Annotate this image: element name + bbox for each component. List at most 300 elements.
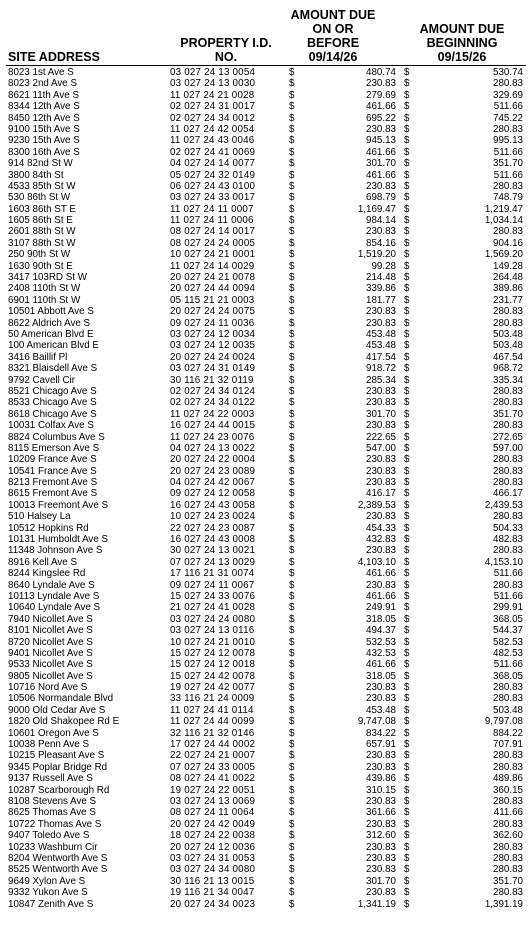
site-address-cell: 100 American Blvd E xyxy=(8,340,99,352)
amount-due-before-cell: 432.83 xyxy=(366,534,396,546)
property-id-header-line: PROPERTY I.D. xyxy=(180,36,272,50)
table-row xyxy=(6,477,526,488)
dollar-sign: $ xyxy=(289,636,295,648)
dollar-sign: $ xyxy=(289,385,295,397)
property-id-cell: 04 027 24 13 0022 xyxy=(170,442,256,454)
amount-due-beginning-header xyxy=(398,22,526,64)
dollar-sign: $ xyxy=(404,78,410,90)
site-address-cell: 10716 Nord Ave S xyxy=(8,682,88,694)
dollar-sign: $ xyxy=(289,454,295,466)
dollar-sign: $ xyxy=(289,180,295,192)
property-id-cell: 08 027 24 41 0022 xyxy=(170,773,256,785)
dollar-sign: $ xyxy=(289,534,295,546)
dollar-sign: $ xyxy=(404,887,410,899)
dollar-sign: $ xyxy=(289,67,295,78)
property-id-cell: 21 027 24 41 0028 xyxy=(170,602,256,614)
amount-due-before-cell: 99.28 xyxy=(371,260,396,272)
dollar-sign: $ xyxy=(404,272,410,284)
amount-due-beginning-cell: 280.83 xyxy=(493,682,523,694)
property-id-cell: 16 027 24 43 0058 xyxy=(170,499,256,511)
site-address-cell: 8023 1st Ave S xyxy=(8,67,74,78)
dollar-sign: $ xyxy=(404,442,410,454)
table-row xyxy=(6,386,526,397)
property-id-cell: 09 027 24 12 0058 xyxy=(170,488,256,500)
amount-due-before-cell: 181.77 xyxy=(366,294,396,306)
dollar-sign: $ xyxy=(404,158,410,170)
amount-due-before-cell: 9,747.08 xyxy=(357,716,396,728)
dollar-sign: $ xyxy=(289,340,295,352)
property-id-cell: 15 027 24 12 0078 xyxy=(170,647,256,659)
amount-due-before-cell: 439.86 xyxy=(366,773,396,785)
amount-due-before-cell: 230.83 xyxy=(366,420,396,432)
dollar-sign: $ xyxy=(404,477,410,489)
site-address-cell: 9649 Xylon Ave S xyxy=(8,875,86,887)
site-address-cell: 10031 Colfax Ave S xyxy=(8,420,94,432)
property-id-cell: 18 027 24 22 0038 xyxy=(170,830,256,842)
dollar-sign: $ xyxy=(289,784,295,796)
site-address-cell: 10287 Scarborough Rd xyxy=(8,784,110,796)
amount-due-beginning-cell: 351.70 xyxy=(493,408,523,420)
amount-due-before-cell: 230.83 xyxy=(366,818,396,830)
amount-due-beginning-cell: 9,797.08 xyxy=(484,716,523,728)
amount-due-beginning-cell: 280.83 xyxy=(493,864,523,876)
site-address-cell: 8321 Blaisdell Ave S xyxy=(8,363,98,375)
site-address-cell: 8615 Fremont Ave S xyxy=(8,488,98,500)
dollar-sign: $ xyxy=(289,613,295,625)
amount-due-before-cell: 4,103.10 xyxy=(357,556,396,568)
amount-due-before-cell: 461.66 xyxy=(366,146,396,158)
dollar-sign: $ xyxy=(404,864,410,876)
site-address-cell: 9533 Nicollet Ave S xyxy=(8,659,93,671)
amount-due-before-header-line: 09/14/26 xyxy=(308,50,358,64)
table-row xyxy=(6,545,526,556)
dollar-sign: $ xyxy=(289,363,295,375)
dollar-sign: $ xyxy=(404,408,410,420)
property-id-cell: 08 027 24 11 0064 xyxy=(170,807,255,819)
dollar-sign: $ xyxy=(404,454,410,466)
dollar-sign: $ xyxy=(404,579,410,591)
table-row xyxy=(6,842,526,853)
amount-due-before-cell: 301.70 xyxy=(366,408,396,420)
property-id-cell: 33 116 21 24 0009 xyxy=(170,693,255,705)
site-address-cell: 9137 Russell Ave S xyxy=(8,773,93,785)
amount-due-before-cell: 361.66 xyxy=(366,807,396,819)
amount-due-beginning-cell: 280.83 xyxy=(493,317,523,329)
amount-due-before-cell: 461.66 xyxy=(366,590,396,602)
dollar-sign: $ xyxy=(404,192,410,204)
dollar-sign: $ xyxy=(289,875,295,887)
site-address-cell: 9230 15th Ave S xyxy=(8,135,80,147)
table-row xyxy=(6,785,526,796)
site-address-cell: 10541 France Ave S xyxy=(8,465,97,477)
amount-due-beginning-cell: 362.60 xyxy=(493,830,523,842)
table-row xyxy=(6,124,526,135)
dollar-sign: $ xyxy=(289,328,295,340)
dollar-sign: $ xyxy=(404,625,410,637)
site-address-cell: 8533 Chicago Ave S xyxy=(8,397,97,409)
site-address-cell: 3107 88th St W xyxy=(8,237,76,249)
amount-due-beginning-cell: 329.69 xyxy=(493,89,523,101)
property-id-cell: 08 027 24 14 0017 xyxy=(170,226,256,238)
dollar-sign: $ xyxy=(289,89,295,101)
dollar-sign: $ xyxy=(289,192,295,204)
amount-due-before-cell: 230.83 xyxy=(366,180,396,192)
table-row xyxy=(6,807,526,818)
dollar-sign: $ xyxy=(404,704,410,716)
amount-due-beginning-cell: 511.66 xyxy=(493,568,523,580)
table-row xyxy=(6,215,526,226)
amount-due-before-cell: 547.00 xyxy=(366,442,396,454)
property-id-cell: 20 027 24 42 0049 xyxy=(170,818,256,830)
site-address-cell: 8450 12th Ave S xyxy=(8,112,80,124)
property-id-cell: 11 027 24 23 0076 xyxy=(170,431,255,443)
amount-due-before-cell: 230.83 xyxy=(366,477,396,489)
amount-due-before-cell: 695.22 xyxy=(366,112,396,124)
dollar-sign: $ xyxy=(404,488,410,500)
header-divider xyxy=(6,65,526,66)
amount-due-before-cell: 230.83 xyxy=(366,317,396,329)
dollar-sign: $ xyxy=(404,636,410,648)
amount-due-beginning-cell: 280.83 xyxy=(493,818,523,830)
dollar-sign: $ xyxy=(404,465,410,477)
amount-due-beginning-cell: 368.05 xyxy=(493,670,523,682)
amount-due-beginning-cell: 280.83 xyxy=(493,887,523,899)
table-row xyxy=(6,716,526,727)
dollar-sign: $ xyxy=(404,841,410,853)
amount-due-before-cell: 461.66 xyxy=(366,169,396,181)
dollar-sign: $ xyxy=(404,647,410,659)
site-address-cell: 8622 Aldrich Ave S xyxy=(8,317,91,329)
table-row xyxy=(6,534,526,545)
table-row xyxy=(6,306,526,317)
dollar-sign: $ xyxy=(289,727,295,739)
table-row xyxy=(6,204,526,215)
table-row xyxy=(6,705,526,716)
dollar-sign: $ xyxy=(289,158,295,170)
property-id-cell: 04 027 24 42 0067 xyxy=(170,477,256,489)
amount-due-before-cell: 230.83 xyxy=(366,841,396,853)
amount-due-beginning-cell: 511.66 xyxy=(493,590,523,602)
property-id-cell: 11 027 24 41 0114 xyxy=(170,704,254,716)
property-id-cell: 03 027 24 13 0116 xyxy=(170,625,255,637)
site-address-cell: 10722 Thomas Ave S xyxy=(8,818,102,830)
amount-due-beginning-header-line: BEGINNING xyxy=(426,36,498,50)
amount-due-before-cell: 230.83 xyxy=(366,465,396,477)
site-address-cell: 8101 Nicollet Ave S xyxy=(8,625,93,637)
site-address-cell: 3417 103RD St W xyxy=(8,272,87,284)
dollar-sign: $ xyxy=(404,761,410,773)
site-address-cell: 10209 France Ave S xyxy=(8,454,97,466)
table-row xyxy=(6,830,526,841)
table-row xyxy=(6,147,526,158)
amount-due-beginning-cell: 748.79 xyxy=(493,192,523,204)
dollar-sign: $ xyxy=(404,727,410,739)
site-address-cell: 8115 Emerson Ave S xyxy=(8,442,100,454)
site-address-cell: 9792 Cavell Cir xyxy=(8,374,75,386)
dollar-sign: $ xyxy=(289,146,295,158)
property-id-cell: 11 027 24 44 0099 xyxy=(170,716,255,728)
amount-due-before-cell: 461.66 xyxy=(366,101,396,113)
amount-due-before-cell: 1,341.19 xyxy=(357,898,396,910)
amount-due-before-cell: 301.70 xyxy=(366,158,396,170)
amount-due-beginning-cell: 745.22 xyxy=(493,112,523,124)
amount-due-before-cell: 416.17 xyxy=(366,488,396,500)
site-address-cell: 8521 Chicago Ave S xyxy=(8,385,97,397)
dollar-sign: $ xyxy=(404,317,410,329)
table-row xyxy=(6,158,526,169)
property-id-cell: 03 027 24 13 0069 xyxy=(170,796,256,807)
dollar-sign: $ xyxy=(289,283,295,295)
dollar-sign: $ xyxy=(289,420,295,432)
amount-due-before-cell: 230.83 xyxy=(366,78,396,90)
dollar-sign: $ xyxy=(404,101,410,113)
table-row xyxy=(6,693,526,704)
dollar-sign: $ xyxy=(404,499,410,511)
property-id-cell: 09 027 24 11 0067 xyxy=(170,579,255,591)
property-id-cell: 30 116 21 32 0119 xyxy=(170,374,254,386)
table-row xyxy=(6,876,526,887)
dollar-sign: $ xyxy=(289,522,295,534)
amount-due-before-cell: 454.33 xyxy=(366,522,396,534)
site-address-cell: 1603 86th ST E xyxy=(8,203,76,215)
dollar-sign: $ xyxy=(289,203,295,215)
table-row xyxy=(6,728,526,739)
amount-due-beginning-cell: 467.54 xyxy=(493,351,523,363)
property-id-cell: 20 027 24 24 0075 xyxy=(170,306,256,318)
amount-due-beginning-cell: 511.66 xyxy=(493,659,523,671)
amount-due-before-cell: 480.74 xyxy=(366,67,396,78)
amount-due-before-cell: 230.83 xyxy=(366,454,396,466)
site-address-cell: 9100 15th Ave S xyxy=(8,123,80,135)
amount-due-beginning-cell: 707.91 xyxy=(493,739,523,751)
property-id-cell: 11 027 24 21 0028 xyxy=(170,89,255,101)
property-id-cell: 30 027 24 13 0021 xyxy=(170,545,256,557)
property-id-header-line: NO. xyxy=(214,50,238,64)
dollar-sign: $ xyxy=(404,294,410,306)
site-address-cell: 1630 90th St E xyxy=(8,260,73,272)
property-id-cell: 20 027 24 22 0004 xyxy=(170,454,256,466)
property-id-cell: 03 027 24 24 0080 xyxy=(170,613,256,625)
amount-due-before-cell: 230.83 xyxy=(366,545,396,557)
table-row xyxy=(6,899,526,910)
dollar-sign: $ xyxy=(404,146,410,158)
dollar-sign: $ xyxy=(289,807,295,819)
table-row xyxy=(6,523,526,534)
property-id-cell: 10 027 24 21 0010 xyxy=(170,636,256,648)
property-id-cell: 16 027 24 44 0015 xyxy=(170,420,256,432)
property-id-cell: 04 027 24 14 0077 xyxy=(170,158,256,170)
property-id-cell: 03 027 24 34 0080 xyxy=(170,864,256,876)
amount-due-before-cell: 461.66 xyxy=(366,659,396,671)
table-row xyxy=(6,591,526,602)
dollar-sign: $ xyxy=(404,397,410,409)
property-id-cell: 02 027 24 31 0017 xyxy=(170,101,256,113)
amount-due-beginning-cell: 280.83 xyxy=(493,420,523,432)
property-id-cell: 08 027 24 24 0005 xyxy=(170,237,256,249)
amount-due-before-cell: 230.83 xyxy=(366,761,396,773)
dollar-sign: $ xyxy=(289,499,295,511)
dollar-sign: $ xyxy=(404,385,410,397)
dollar-sign: $ xyxy=(404,431,410,443)
property-id-cell: 19 027 24 42 0077 xyxy=(170,682,256,694)
amount-due-beginning-cell: 280.83 xyxy=(493,761,523,773)
amount-due-before-cell: 230.83 xyxy=(366,864,396,876)
site-address-cell: 8344 12th Ave S xyxy=(8,101,80,113)
property-id-cell: 30 116 21 13 0015 xyxy=(170,875,255,887)
site-address-cell: 8824 Columbus Ave S xyxy=(8,431,105,443)
amount-due-before-cell: 432.53 xyxy=(366,647,396,659)
site-address-cell: 3800 84th St xyxy=(8,169,64,181)
amount-due-beginning-cell: 231.77 xyxy=(493,294,523,306)
amount-due-beginning-cell: 1,034.14 xyxy=(484,215,523,227)
table-row xyxy=(6,249,526,260)
amount-due-before-cell: 230.83 xyxy=(366,796,396,807)
amount-due-beginning-cell: 280.83 xyxy=(493,511,523,523)
amount-due-before-header-line: ON OR xyxy=(312,22,354,36)
dollar-sign: $ xyxy=(289,864,295,876)
site-address-cell: 2601 88th St W xyxy=(8,226,76,238)
table-row xyxy=(6,682,526,693)
site-address-cell: 10113 Lyndale Ave S xyxy=(8,590,100,602)
amount-due-before-cell: 918.72 xyxy=(366,363,396,375)
amount-due-beginning-cell: 280.83 xyxy=(493,180,523,192)
site-address-cell: 10506 Normandale Blvd xyxy=(8,693,114,705)
dollar-sign: $ xyxy=(404,203,410,215)
dollar-sign: $ xyxy=(289,625,295,637)
property-id-cell: 10 027 24 23 0024 xyxy=(170,511,256,523)
dollar-sign: $ xyxy=(289,123,295,135)
property-id-cell: 15 027 24 42 0078 xyxy=(170,670,256,682)
property-id-cell: 15 027 24 33 0076 xyxy=(170,590,256,602)
dollar-sign: $ xyxy=(404,568,410,580)
property-id-cell: 19 116 21 34 0047 xyxy=(170,887,255,899)
dollar-sign: $ xyxy=(289,568,295,580)
property-id-cell: 10 027 24 21 0001 xyxy=(170,249,256,261)
site-address-cell: 8621 11th Ave S xyxy=(8,89,79,101)
dollar-sign: $ xyxy=(289,306,295,318)
site-address-cell: 9332 Yukon Ave S xyxy=(8,887,88,899)
site-address-cell: 510 Halsey La xyxy=(8,511,71,523)
property-id-cell: 11 027 24 43 0046 xyxy=(170,135,255,147)
site-address-cell: 10640 Lyndale Ave S xyxy=(8,602,101,614)
dollar-sign: $ xyxy=(289,750,295,762)
property-id-cell: 02 027 24 41 0069 xyxy=(170,146,256,158)
table-row xyxy=(6,557,526,568)
site-address-cell: 1820 Old Shakopee Rd E xyxy=(8,716,120,728)
property-id-cell: 07 027 24 33 0005 xyxy=(170,761,256,773)
table-row xyxy=(6,580,526,591)
table-row xyxy=(6,90,526,101)
amount-due-before-cell: 945.13 xyxy=(366,135,396,147)
dollar-sign: $ xyxy=(404,511,410,523)
dollar-sign: $ xyxy=(289,408,295,420)
amount-due-before-cell: 2,389.53 xyxy=(357,499,396,511)
table-row xyxy=(6,671,526,682)
dollar-sign: $ xyxy=(289,272,295,284)
property-id-cell: 09 027 24 11 0036 xyxy=(170,317,255,329)
dollar-sign: $ xyxy=(404,237,410,249)
table-row xyxy=(6,181,526,192)
site-address-cell: 10501 Abbott Ave S xyxy=(8,306,94,318)
property-id-cell: 03 027 24 13 0054 xyxy=(170,67,256,78)
amount-due-beginning-cell: 482.53 xyxy=(493,647,523,659)
amount-due-before-cell: 532.53 xyxy=(366,636,396,648)
property-id-cell: 20 027 24 24 0024 xyxy=(170,351,256,363)
dollar-sign: $ xyxy=(289,488,295,500)
amount-due-beginning-cell: 544.37 xyxy=(493,625,523,637)
property-id-cell: 20 027 24 34 0023 xyxy=(170,898,256,910)
site-address-header xyxy=(8,50,100,64)
property-id-cell: 02 027 24 34 0122 xyxy=(170,397,256,409)
dollar-sign: $ xyxy=(289,226,295,238)
amount-due-beginning-cell: 1,569.20 xyxy=(484,249,523,261)
dollar-sign: $ xyxy=(404,89,410,101)
table-row xyxy=(6,363,526,374)
amount-due-before-header-line: AMOUNT DUE xyxy=(290,8,376,22)
property-id-cell: 11 027 24 14 0029 xyxy=(170,260,255,272)
dollar-sign: $ xyxy=(289,477,295,489)
amount-due-beginning-cell: 280.83 xyxy=(493,465,523,477)
property-id-cell: 11 027 24 42 0054 xyxy=(170,123,255,135)
dollar-sign: $ xyxy=(289,647,295,659)
table-row xyxy=(6,488,526,499)
dollar-sign: $ xyxy=(404,773,410,785)
dollar-sign: $ xyxy=(289,397,295,409)
amount-due-before-cell: 318.05 xyxy=(366,670,396,682)
site-address-cell: 3416 Baillif Pl xyxy=(8,351,68,363)
dollar-sign: $ xyxy=(289,590,295,602)
amount-due-beginning-cell: 280.83 xyxy=(493,693,523,705)
amount-due-beginning-cell: 389.86 xyxy=(493,283,523,295)
table-row xyxy=(6,170,526,181)
dollar-sign: $ xyxy=(404,556,410,568)
amount-due-before-cell: 417.54 xyxy=(366,351,396,363)
table-row xyxy=(6,135,526,146)
amount-due-beginning-cell: 597.00 xyxy=(493,442,523,454)
site-address-cell: 530 86th St W xyxy=(8,192,71,204)
property-id-cell: 17 116 21 31 0074 xyxy=(170,568,255,580)
site-address-cell: 8618 Chicago Ave S xyxy=(8,408,97,420)
table-row xyxy=(6,466,526,477)
table-row xyxy=(6,762,526,773)
site-address-cell: 9345 Poplar Bridge Rd xyxy=(8,761,108,773)
site-address-cell: 8916 Kell Ave S xyxy=(8,556,77,568)
amount-due-before-cell: 230.83 xyxy=(366,750,396,762)
amount-due-beginning-cell: 504.33 xyxy=(493,522,523,534)
table-row xyxy=(6,318,526,329)
amount-due-beginning-cell: 280.83 xyxy=(493,750,523,762)
dollar-sign: $ xyxy=(289,442,295,454)
table-row xyxy=(6,67,526,78)
amount-due-before-header-line: BEFORE xyxy=(306,36,360,50)
dollar-sign: $ xyxy=(289,374,295,386)
dollar-sign: $ xyxy=(404,283,410,295)
dollar-sign: $ xyxy=(289,169,295,181)
table-row xyxy=(6,773,526,784)
table-row xyxy=(6,329,526,340)
amount-due-before-cell: 657.91 xyxy=(366,739,396,751)
site-address-cell: 8108 Stevens Ave S xyxy=(8,796,97,807)
table-row xyxy=(6,750,526,761)
amount-due-beginning-cell: 482.83 xyxy=(493,534,523,546)
dollar-sign: $ xyxy=(289,465,295,477)
site-address-cell: 9407 Toledo Ave S xyxy=(8,830,90,842)
amount-due-before-cell: 461.66 xyxy=(366,568,396,580)
amount-due-before-cell: 453.48 xyxy=(366,704,396,716)
site-address-cell: 50 American Blvd E xyxy=(8,328,94,340)
assessment-table xyxy=(6,4,526,910)
amount-due-beginning-cell: 1,391.19 xyxy=(484,898,523,910)
